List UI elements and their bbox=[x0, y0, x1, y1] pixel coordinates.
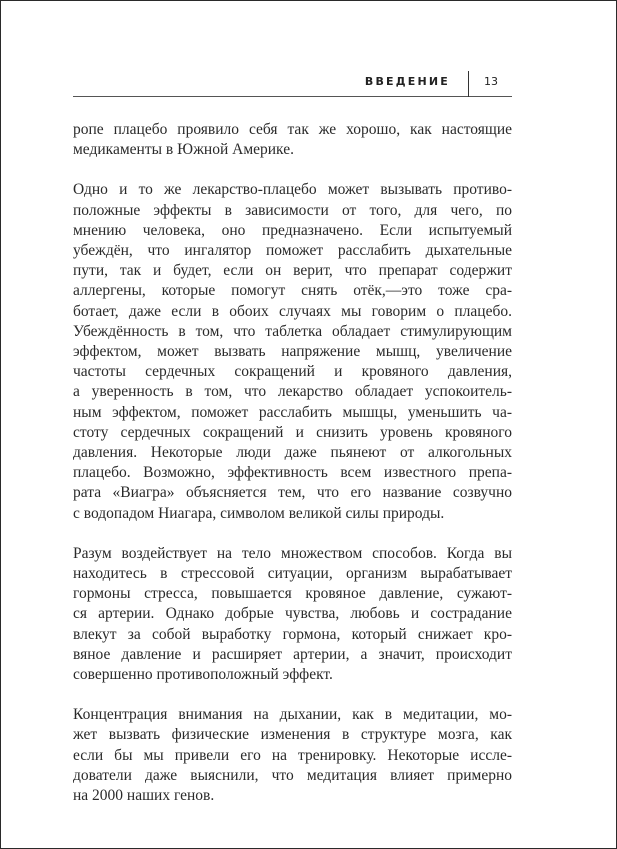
text-line: с водопадом Ниагара, символом великой силы природы. bbox=[73, 504, 445, 522]
text-line: рата «Виагра» объясняется тем, что его название созвучно bbox=[73, 484, 512, 502]
text-line: убеждён, что ингалятор поможет расслабить дыхательные bbox=[73, 242, 512, 260]
paragraph bbox=[73, 180, 512, 523]
text-line: эффектом, может вызвать напряжение мышц, увеличение bbox=[73, 343, 512, 361]
text-line: стоту сердечных сокращений и снизить уровень кровяного bbox=[73, 423, 512, 441]
text-line: ропе плацебо проявило себя так же хорошо, как настоящие bbox=[73, 121, 512, 138]
text-line: на 2000 наших генов. bbox=[73, 787, 215, 805]
text-line: Концентрация внимания на дыхании, как в медитации, мо- bbox=[73, 706, 512, 724]
text-line: если бы мы привели его на тренировку. Некоторые иссле- bbox=[73, 746, 512, 764]
text-line: аллергены, которые помогут снять отёк,—это тоже сра- bbox=[73, 282, 512, 300]
text-line: жет вызвать физические изменения в структуре мозга, как bbox=[73, 726, 512, 744]
header-divider bbox=[468, 71, 469, 97]
text-line: давления. Некоторые люди даже пьянеют от алкогольных bbox=[73, 444, 512, 462]
text-line: а уверенность в том, что лекарство обладает успокоитель- bbox=[73, 383, 512, 401]
text-line: частоты сердечных сокращений и кровяного давления, bbox=[73, 363, 512, 381]
body-text bbox=[73, 120, 512, 826]
paragraph bbox=[73, 120, 512, 160]
page-number: 13 bbox=[484, 75, 498, 88]
text-line: ся артерии. Однако добрые чувства, любовь и сострадание bbox=[73, 605, 512, 623]
running-header bbox=[73, 73, 512, 97]
text-line: Разум воздействует на тело множеством способов. Когда вы bbox=[73, 544, 512, 562]
text-line: ным эффектом, поможет расслабить мышцы, уменьшить ча- bbox=[73, 403, 512, 421]
text-line: мнению человека, оно предназначено. Если испытуемый bbox=[73, 221, 512, 239]
text-line: пути, так и будет, если он верит, что препарат содержит bbox=[73, 262, 512, 280]
text-line: дователи даже выяснили, что медитация влияет примерно bbox=[73, 766, 512, 784]
text-line: совершенно противоположный эффект. bbox=[73, 666, 333, 684]
text-line: медикаменты в Южной Америке. bbox=[73, 141, 294, 159]
text-line: Убеждённость в том, что таблетка обладает стимулирующим bbox=[73, 322, 512, 340]
paragraph bbox=[73, 705, 512, 806]
text-line: положные эффекты в зависимости от того, для чего, по bbox=[73, 201, 512, 219]
section-title: ВВЕДЕНИЕ bbox=[364, 75, 450, 88]
text-line: ботает, даже если в обоих случаях мы говорим о плацебо. bbox=[73, 302, 512, 320]
text-line: находитесь в стрессовой ситуации, организм вырабатывает bbox=[73, 565, 512, 583]
text-line: вяное давление и расширяет артерии, а значит, происходит bbox=[73, 645, 512, 663]
text-line: гормоны стресса, повышается кровяное давление, сужают- bbox=[73, 585, 512, 603]
paragraph bbox=[73, 544, 512, 685]
text-line: влекут за собой выработку гормона, который снижает кро- bbox=[73, 625, 512, 643]
text-line: Одно и то же лекарство-плацебо может вызывать противо- bbox=[73, 181, 512, 199]
text-line: плацебо. Возможно, эффективность всем известного препа- bbox=[73, 464, 512, 482]
